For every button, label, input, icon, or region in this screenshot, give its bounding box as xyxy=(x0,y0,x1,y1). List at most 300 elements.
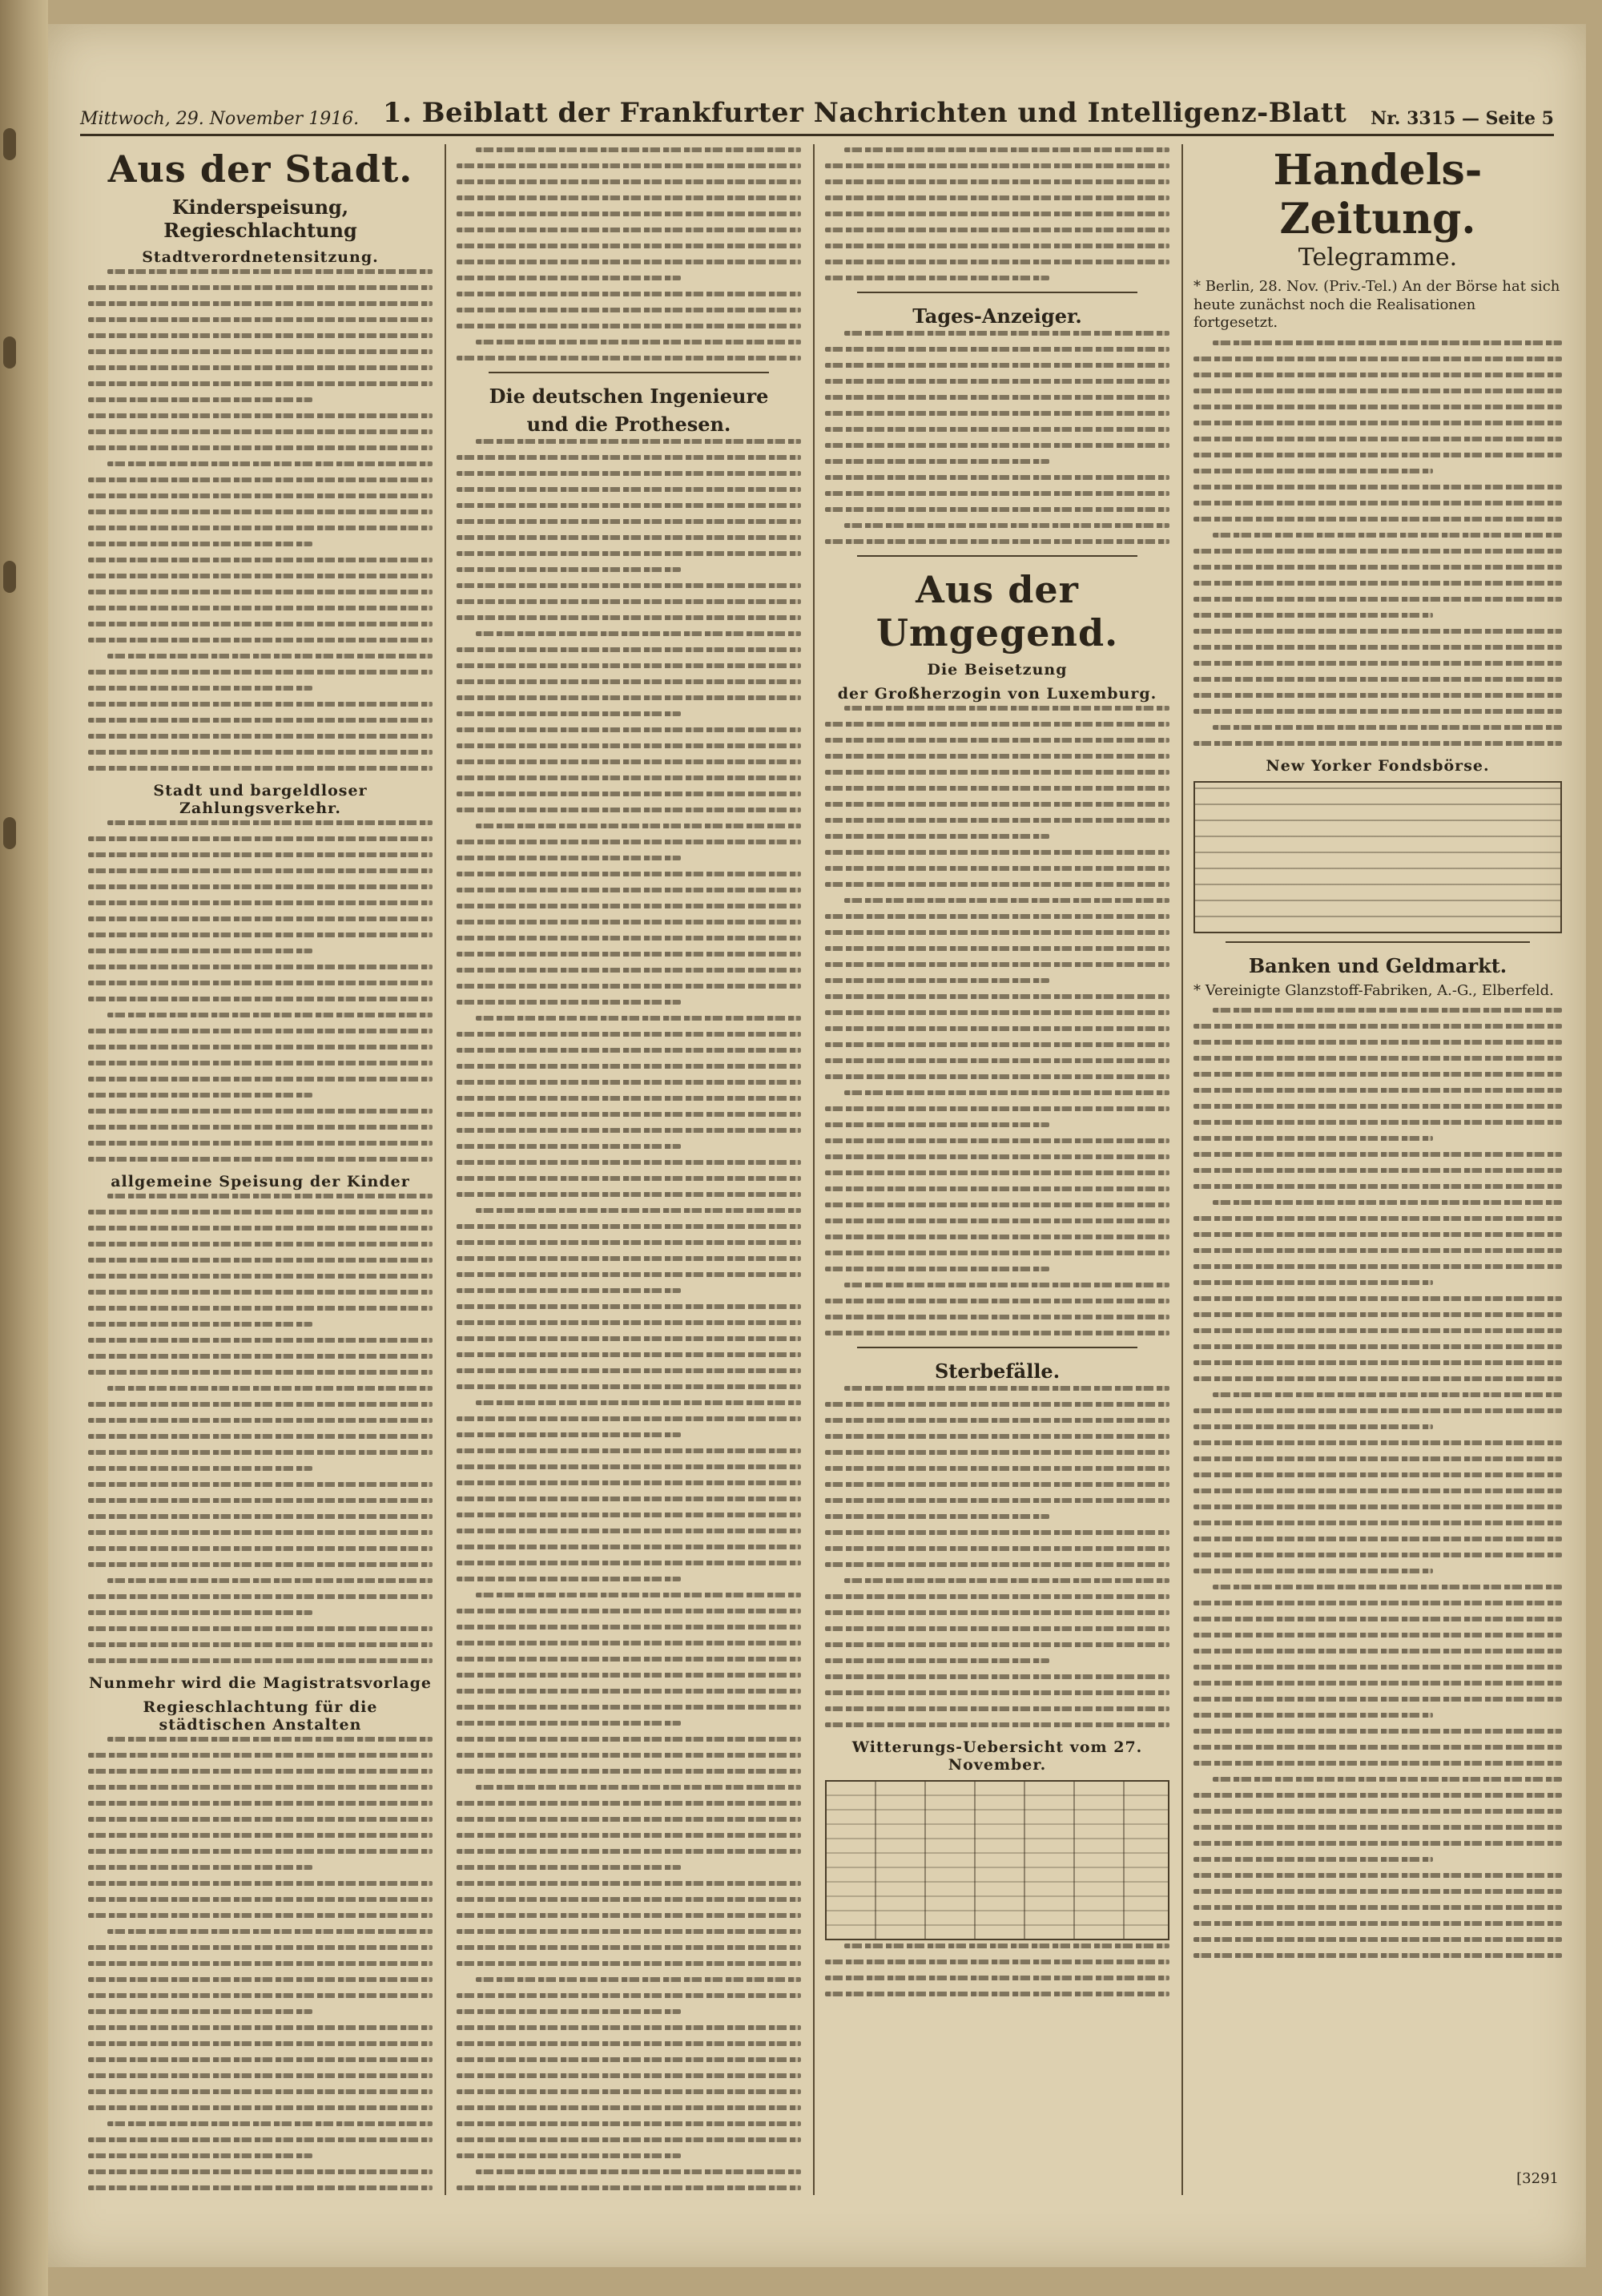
text-line xyxy=(825,882,1169,887)
text-line xyxy=(825,1418,1169,1423)
text-line xyxy=(88,365,433,370)
text-line xyxy=(457,487,801,492)
column-rule xyxy=(1181,144,1183,2195)
text-line xyxy=(88,1753,433,1758)
text-line xyxy=(825,411,1169,416)
text-line xyxy=(457,888,801,892)
masthead-title: 1. Beiblatt der Frankfurter Nachrichten und Intelligenz-Blatt xyxy=(382,97,1347,129)
text-line xyxy=(107,1578,433,1583)
article-body xyxy=(825,1944,1169,1996)
text-line xyxy=(825,195,1169,200)
text-line xyxy=(825,1706,1169,1711)
text-line xyxy=(107,461,433,466)
text-line xyxy=(1193,1521,1562,1525)
text-line xyxy=(1193,1056,1562,1061)
text-line xyxy=(1193,1921,1562,1926)
text-line xyxy=(88,2009,312,2014)
text-line xyxy=(457,163,801,168)
text-line xyxy=(457,292,801,296)
text-line xyxy=(457,1064,801,1069)
columns xyxy=(80,144,1570,2195)
text-line xyxy=(457,1641,801,1645)
subheading: Sterbefälle. xyxy=(934,1359,1061,1383)
text-line xyxy=(1193,1537,1562,1541)
text-line xyxy=(825,1674,1169,1679)
text-line xyxy=(457,1529,801,1533)
text-line xyxy=(825,1402,1169,1407)
text-line xyxy=(1193,1697,1562,1702)
text-line xyxy=(825,1122,1049,1127)
text-line xyxy=(476,1016,801,1021)
text-line xyxy=(1193,1104,1562,1109)
text-line xyxy=(88,1242,433,1247)
text-line xyxy=(825,1498,1169,1503)
issue-number: Nr. 3315 — Seite 5 xyxy=(1371,108,1554,129)
text-line xyxy=(88,2137,433,2142)
text-line xyxy=(825,1514,1049,1519)
text-line xyxy=(457,1545,801,1549)
text-line xyxy=(88,1290,433,1295)
text-line xyxy=(476,1977,801,1982)
text-line xyxy=(88,2025,433,2030)
text-line xyxy=(457,952,801,957)
text-line xyxy=(825,507,1169,512)
text-line xyxy=(88,477,433,482)
text-line xyxy=(457,1144,681,1149)
issue-date: Mittwoch, 29. November 1916. xyxy=(80,109,360,129)
text-line xyxy=(825,1690,1169,1695)
text-line xyxy=(457,663,801,668)
text-line xyxy=(825,244,1169,248)
text-line xyxy=(476,147,801,152)
text-line xyxy=(825,1331,1169,1335)
text-line xyxy=(88,526,433,530)
text-line xyxy=(1193,1601,1562,1605)
text-line xyxy=(88,1029,433,1033)
text-line xyxy=(1193,356,1562,361)
text-line xyxy=(88,718,433,723)
text-line xyxy=(1193,453,1562,457)
text-line xyxy=(1213,1200,1562,1205)
text-line xyxy=(825,475,1169,480)
text-line xyxy=(457,1096,801,1101)
text-line xyxy=(457,1368,801,1373)
article-body xyxy=(457,147,801,361)
text-line xyxy=(457,1689,801,1694)
text-line xyxy=(457,1705,801,1710)
subheading: Stadt und bargeldloser Zahlungsverkehr. xyxy=(153,782,368,817)
text-line xyxy=(825,914,1169,919)
text-line xyxy=(825,1026,1169,1031)
text-line xyxy=(457,535,801,540)
text-line xyxy=(457,1480,801,1485)
text-line xyxy=(825,1642,1169,1647)
text-line xyxy=(476,1208,801,1213)
text-line xyxy=(1193,597,1562,602)
text-line xyxy=(457,503,801,508)
text-line xyxy=(1193,1937,1562,1942)
text-line xyxy=(1193,1553,1562,1557)
text-line xyxy=(1193,1825,1562,1830)
section-title-handel: Handels-Zeitung. xyxy=(1273,146,1483,244)
text-line xyxy=(457,276,681,280)
text-line xyxy=(88,1626,433,1631)
text-line xyxy=(457,1817,801,1822)
text-line xyxy=(825,539,1169,544)
text-line xyxy=(457,1032,801,1037)
text-line xyxy=(457,2121,801,2126)
text-line xyxy=(457,695,801,700)
article-title: Die Beisetzung xyxy=(927,661,1068,679)
text-line xyxy=(88,1210,433,1214)
text-line xyxy=(107,2121,433,2126)
text-line xyxy=(457,1224,801,1229)
text-line xyxy=(107,820,433,825)
text-line xyxy=(1193,645,1562,650)
text-line xyxy=(457,308,801,312)
text-line xyxy=(476,1593,801,1597)
text-line xyxy=(457,1737,801,1742)
text-line xyxy=(1193,1745,1562,1750)
text-line xyxy=(825,738,1169,743)
text-line xyxy=(457,2009,681,2014)
text-line xyxy=(88,1562,433,1567)
text-line xyxy=(107,1013,433,1017)
text-line xyxy=(88,1833,433,1838)
text-line xyxy=(1213,1777,1562,1782)
text-line xyxy=(457,1320,801,1325)
text-line xyxy=(88,1370,433,1375)
text-line xyxy=(825,1992,1169,1996)
text-line xyxy=(825,978,1049,983)
text-line xyxy=(88,2169,433,2174)
text-line xyxy=(88,1322,312,1327)
text-line xyxy=(88,1913,433,1918)
text-line xyxy=(457,1176,801,1181)
text-line xyxy=(1193,1569,1433,1573)
article-title: und die Prothesen. xyxy=(526,413,731,436)
text-line xyxy=(457,2025,801,2030)
text-line xyxy=(88,429,433,434)
column-4 xyxy=(1185,144,1570,2195)
text-line xyxy=(88,836,433,841)
text-line xyxy=(1193,421,1562,425)
page-binding xyxy=(0,0,48,2296)
text-line xyxy=(457,615,801,620)
text-line xyxy=(88,493,433,498)
text-line xyxy=(1193,1168,1562,1173)
text-line xyxy=(1193,1841,1562,1846)
text-line xyxy=(457,647,801,652)
article-body xyxy=(88,1737,433,2195)
text-line xyxy=(1193,1248,1562,1253)
text-line xyxy=(1193,1152,1562,1157)
text-line xyxy=(1213,1585,1562,1589)
text-line xyxy=(825,1562,1169,1567)
text-line xyxy=(825,1106,1169,1111)
text-line xyxy=(88,1865,312,1870)
text-line xyxy=(825,347,1169,352)
text-line xyxy=(825,1186,1169,1191)
footer-mark: [3291 xyxy=(1516,2170,1559,2187)
article-body xyxy=(88,1194,433,1663)
text-line xyxy=(88,1157,433,1162)
text-line xyxy=(457,856,681,860)
text-line xyxy=(457,1160,801,1165)
text-line xyxy=(88,1125,433,1130)
text-line xyxy=(107,1737,433,1742)
article-title: Kinderspeisung, Regieschlachtung xyxy=(163,195,357,242)
text-line xyxy=(825,179,1169,184)
text-line xyxy=(88,884,433,889)
text-line xyxy=(457,1432,681,1437)
text-line xyxy=(88,949,312,953)
subheading: Banken und Geldmarkt. xyxy=(1248,953,1507,977)
text-line xyxy=(457,1256,801,1261)
text-line xyxy=(1193,1729,1562,1734)
text-line xyxy=(825,1530,1169,1535)
text-line xyxy=(1213,1392,1562,1397)
text-line xyxy=(1193,661,1562,666)
text-line xyxy=(825,1450,1169,1455)
text-line xyxy=(1193,373,1562,377)
subheading: Nunmehr wird die Magistratsvorlage xyxy=(88,1674,433,1692)
text-line xyxy=(88,1093,312,1098)
text-line xyxy=(457,1448,801,1453)
text-line xyxy=(457,1352,801,1357)
text-line xyxy=(88,349,433,354)
text-line xyxy=(88,1817,433,1822)
article-title: der Großherzogin von Luxemburg. xyxy=(837,685,1157,703)
text-line xyxy=(844,898,1169,903)
text-line xyxy=(457,1945,801,1950)
text-line xyxy=(457,1416,801,1421)
text-line xyxy=(1193,1649,1562,1654)
text-line xyxy=(1193,1424,1433,1429)
text-line xyxy=(825,491,1169,496)
text-line xyxy=(457,1192,801,1197)
text-line xyxy=(457,1080,801,1085)
text-line xyxy=(476,1400,801,1405)
text-line xyxy=(825,786,1169,791)
text-line xyxy=(1193,1504,1562,1509)
text-line xyxy=(88,2105,433,2110)
text-line xyxy=(457,1913,801,1918)
text-line xyxy=(457,1112,801,1117)
text-line xyxy=(88,1881,433,1886)
text-line xyxy=(457,551,801,556)
text-line xyxy=(457,711,681,716)
text-line xyxy=(457,1625,801,1629)
text-line xyxy=(457,1993,801,1998)
text-line xyxy=(825,770,1169,775)
text-line xyxy=(825,459,1049,464)
text-line xyxy=(1193,1905,1562,1910)
text-line xyxy=(457,1288,681,1293)
text-line xyxy=(457,1128,801,1133)
text-line xyxy=(1193,693,1562,698)
text-line xyxy=(457,1673,801,1678)
text-line xyxy=(825,363,1169,368)
text-line xyxy=(88,542,312,546)
column-2 xyxy=(449,144,809,2195)
text-line xyxy=(844,147,1169,152)
text-line xyxy=(825,1722,1169,1727)
text-line xyxy=(457,356,801,361)
text-line xyxy=(88,1045,433,1049)
text-line xyxy=(844,1283,1169,1287)
text-line xyxy=(88,285,433,290)
separator xyxy=(1226,941,1530,943)
text-line xyxy=(88,1418,433,1423)
text-line xyxy=(1193,501,1562,506)
text-line xyxy=(1213,1008,1562,1013)
text-line xyxy=(457,872,801,876)
text-line xyxy=(1193,389,1562,393)
text-line xyxy=(825,834,1049,839)
text-line xyxy=(88,1109,433,1114)
text-line xyxy=(825,395,1169,400)
text-line xyxy=(1193,629,1562,634)
text-line xyxy=(457,1753,801,1758)
text-line xyxy=(88,734,433,739)
text-line xyxy=(88,1530,433,1535)
text-line xyxy=(457,1801,801,1806)
text-line xyxy=(1193,741,1562,746)
text-line xyxy=(825,722,1169,727)
text-line xyxy=(476,340,801,344)
text-line xyxy=(1193,405,1562,409)
text-line xyxy=(825,1058,1169,1063)
text-line xyxy=(457,840,801,844)
text-line xyxy=(88,1338,433,1343)
article-title: Die deutschen Ingenieure xyxy=(489,385,769,408)
text-line xyxy=(457,743,801,748)
text-line xyxy=(1193,1296,1562,1301)
text-line xyxy=(88,1450,433,1455)
binding-hole xyxy=(3,128,16,160)
text-line xyxy=(88,1769,433,1774)
text-line xyxy=(1193,1761,1562,1766)
text-line xyxy=(457,920,801,924)
text-line xyxy=(457,1833,801,1838)
text-line xyxy=(825,1546,1169,1551)
text-line xyxy=(825,1074,1169,1079)
text-line xyxy=(1213,725,1562,730)
text-line xyxy=(457,1513,801,1517)
text-line xyxy=(1193,1088,1562,1093)
text-line xyxy=(1193,1488,1562,1493)
text-line xyxy=(1193,1713,1433,1718)
text-line xyxy=(88,413,433,418)
text-line xyxy=(88,1977,433,1982)
text-line xyxy=(1193,565,1562,570)
text-line xyxy=(1193,709,1562,714)
text-line xyxy=(457,244,801,248)
text-line xyxy=(457,2041,801,2046)
text-line xyxy=(457,1849,801,1854)
article-body xyxy=(457,439,801,2190)
text-line xyxy=(825,163,1169,168)
text-line xyxy=(88,1961,433,1966)
article-body xyxy=(1193,1008,1562,1958)
binding-hole xyxy=(3,336,16,369)
text-line xyxy=(88,606,433,610)
text-line xyxy=(844,1944,1169,1948)
text-line xyxy=(457,775,801,780)
text-line xyxy=(88,2057,433,2062)
text-line xyxy=(844,1090,1169,1095)
text-line xyxy=(457,1496,801,1501)
text-line xyxy=(457,2073,801,2078)
text-line xyxy=(88,317,433,322)
separator xyxy=(857,1347,1137,1348)
text-line xyxy=(457,1865,681,1870)
text-line xyxy=(1193,1889,1562,1894)
text-line xyxy=(88,1141,433,1146)
text-line xyxy=(825,1138,1169,1143)
text-line xyxy=(457,2153,681,2158)
text-line xyxy=(1193,613,1433,618)
stock-table xyxy=(1193,781,1562,933)
text-line xyxy=(457,792,801,796)
text-line xyxy=(457,1336,801,1341)
text-line xyxy=(1193,1312,1562,1317)
text-line xyxy=(1193,1793,1562,1798)
text-line xyxy=(107,1194,433,1198)
text-line xyxy=(88,381,433,386)
text-line xyxy=(88,965,433,969)
text-line xyxy=(825,443,1169,448)
text-line xyxy=(457,179,801,184)
text-line xyxy=(88,1658,433,1663)
section-title-umgegend: Aus der Umgegend. xyxy=(875,568,1119,655)
subheading: allgemeine Speisung der Kinder xyxy=(111,1173,410,1190)
text-line xyxy=(1193,1328,1562,1333)
text-line xyxy=(457,1961,801,1966)
text-line xyxy=(88,916,433,921)
text-line xyxy=(88,1258,433,1263)
text-line xyxy=(88,932,433,937)
text-line xyxy=(1193,1681,1562,1686)
text-line xyxy=(1213,533,1562,538)
text-line xyxy=(88,766,433,771)
text-line xyxy=(457,936,801,941)
text-line xyxy=(457,679,801,684)
text-line xyxy=(476,1785,801,1790)
text-line xyxy=(1193,469,1433,473)
text-line xyxy=(844,1578,1169,1583)
text-line xyxy=(457,1240,801,1245)
text-line xyxy=(825,1315,1169,1319)
text-line xyxy=(88,590,433,594)
text-line xyxy=(825,946,1169,951)
text-line xyxy=(844,331,1169,336)
text-line xyxy=(457,1897,801,1902)
text-line xyxy=(88,686,312,691)
text-line xyxy=(1193,517,1562,522)
text-line xyxy=(1193,1440,1562,1445)
text-line xyxy=(1193,1376,1562,1381)
text-line xyxy=(825,1610,1169,1615)
text-line xyxy=(457,2137,801,2142)
text-line xyxy=(825,1434,1169,1439)
text-line xyxy=(1193,1360,1562,1365)
text-line xyxy=(825,1658,1049,1663)
text-line xyxy=(1193,1472,1562,1477)
text-line xyxy=(88,2089,433,2094)
text-line xyxy=(88,670,433,675)
